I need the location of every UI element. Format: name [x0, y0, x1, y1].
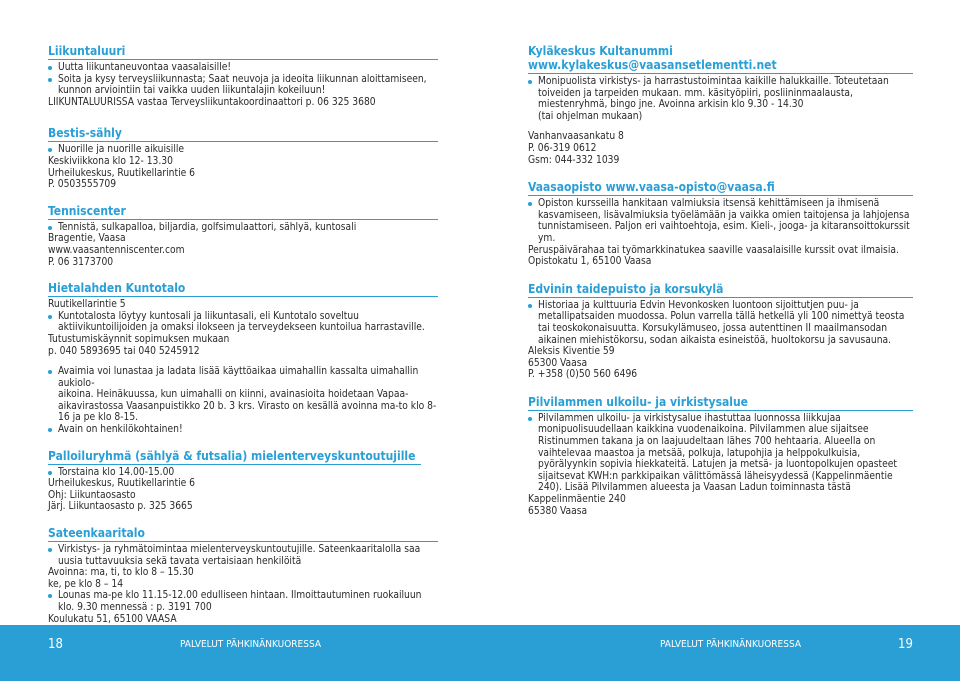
section-title: Kyläkeskus Kultanummi www.kylakeskus@vaasansetlementti.net	[528, 44, 913, 74]
bullet-item: Uutta liikuntaneuvontaa vaasalaisille!	[48, 62, 438, 74]
section-title: Pilvilammen ulkoilu- ja virkistysalue	[528, 395, 913, 411]
page-number-right: 19	[898, 637, 913, 652]
bullet-item: Avaimia voi lunastaa ja ladata lisää käyttöaikaa uimahallin kassalta uimahallin aukiolo- aikoina. Heinäkuussa, kun uimahalli on kiinni, avainasioita hoidetaan Vapaa-aikavirastossa Vaasanpuistikko 20 b. 3 krs. Virasto on kesällä avoinna ma-to klo 8-16 ja pe klo 8-15.	[48, 366, 438, 424]
section-liikuntaluuri	[48, 44, 438, 108]
section-bestis	[48, 126, 438, 190]
bullet-item: Virkistys- ja ryhmätoimintaa mielenterveyskuntoutujille. Sateenkaaritalolla saa uusia tuttavuuksia sekä tavata vertaisiaan henkilöitä	[48, 544, 438, 567]
section-title: Vaasaopisto www.vaasa-opisto@vaasa.fi	[528, 180, 913, 196]
section-title: Edvinin taidepuisto ja korsukylä	[528, 282, 913, 298]
paragraph: LIIKUNTALUURISSA vastaa Terveysliikuntakoordinaattori p. 06 325 3680	[48, 96, 376, 108]
paragraph: Ruutikellarintie 5	[48, 299, 126, 311]
section-title: Bestis-sähly	[48, 126, 438, 142]
bullet-item: Soita ja kysy terveysliikunnasta; Saat neuvoja ja ideoita liikunnan aloittamiseen, kunnon arviointiin tai vaikka uuden liikuntalajin kokeiluun!	[48, 74, 438, 97]
bullet-item: Torstaina klo 14.00-15.00	[48, 467, 438, 479]
section-pilvilampi	[528, 395, 913, 517]
section-title: Liikuntaluuri	[48, 44, 438, 60]
paragraph: Aleksis Kiventie 59 65300 Vaasa P. +358 (0)50 560 6496	[528, 346, 638, 381]
bullet-item: Lounas ma-pe klo 11.15-12.00 edulliseen hintaan. Ilmoittautuminen ruokailuun klo. 9.30 mennessä : p. 3191 700	[48, 590, 438, 613]
paragraph: Koulukatu 51, 65100 VAASA	[48, 613, 177, 625]
section-title: Tenniscenter	[48, 204, 438, 220]
bullet-item: Nuorille ja nuorille aikuisille	[48, 144, 438, 156]
paragraph: Vanhanvaasankatu 8 P. 06-319 0612 Gsm: 044-332 1039	[528, 131, 624, 166]
section-sateenkaaritalo	[48, 526, 438, 625]
section-hietalahti	[48, 281, 438, 436]
section-tennis	[48, 204, 438, 268]
bullet-item: Historiaa ja kulttuuria Edvin Hevonkosken luontoon sijoittutjen puu- ja metallipatsaiden muodossa. Polun varrella tällä hetkellä yli 100 nimettyä teosta tai teoskokonaisuutta. Korsukylämuseo, jossa autenttinen II maailmansodan aikainen miehistökorsu, sodan aikaista esineistöä, huoltokorsu ja savusauna.	[528, 300, 913, 346]
section-palloilu	[48, 449, 438, 513]
paragraph: Tutustumiskäynnit sopimuksen mukaan p. 040 5893695 tai 040 5245912	[48, 333, 230, 357]
page-number-left: 18	[48, 637, 63, 652]
paragraph: Urheilukeskus, Ruutikellarintie 6 Ohj: Liikuntaosasto Järj. Liikuntaosasto p. 325 3665	[48, 478, 196, 513]
paragraph: Avoinna: ma, ti, to klo 8 – 15.30 ke, pe klo 8 – 14	[48, 567, 194, 590]
bullet-item: Opiston kursseilla hankitaan valmiuksia itsensä kehittämiseen ja ihmisenä kasvamiseen, lisävalmiuksia työelämään ja vaikka omien taitojensa ja lahjojensa tunnistamiseen. Paljon eri vaihtoehtoja, esim. Kieli-, jooga- ja kitaransoittokurssit ym.	[528, 198, 913, 244]
section-vaasaopisto	[528, 180, 913, 268]
footer-label-right: PALVELUT PÄHKINÄNKUORESSA	[660, 639, 801, 650]
left-column	[48, 44, 438, 638]
bullet-item: Kuntotalosta löytyy kuntosali ja liikuntasali, eli Kuntotalo soveltuu aktiivikuntoilijoiden ja omaksi ilokseen ja terveydekseen kuntoilua harrastaville.	[48, 311, 438, 334]
section-kylakeskus	[528, 44, 913, 166]
paragraph: Bragentie, Vaasa www.vaasantenniscenter.com P. 06 3173700	[48, 233, 185, 268]
bullet-item: Monipuolista virkistys- ja harrastustoimintaa kaikille halukkaille. Toteutetaan toiveiden ja tarpeiden mukaan. mm. käsityöpiiri, posliininmaalausta, miestenryhmä, bingo jne. Avoinna arkisin klo 9.30 - 14.30 (tai ohjelman mukaan)	[528, 76, 913, 122]
footer-label-left: PALVELUT PÄHKINÄNKUORESSA	[180, 639, 321, 650]
paragraph: Kappelinmäentie 240 65380 Vaasa	[528, 494, 626, 517]
bullet-item: Tennistä, sulkapalloa, biljardia, golfsimulaattori, sählyä, kuntosali	[48, 222, 438, 234]
bullet-item: Pilvilammen ulkoilu- ja virkistysalue ihastuttaa luonnossa liikkujaa monipuolisuudellaan kaikkina vuodenaikoina. Pilvilammen alue sijaitsee Ristinummen takana ja on laajuudeltaan lähes 700 hehtaaria. Alueella on vaihtelevaa maastoa ja metsää, polkuja, latupohjia ja helppokulkuisia, pyörälyynkin sopivia hiekkateitä. Latujen ja metsä- ja luontopolkujen opasteet sijaitsevat KWH:n parkkipaikan välittömässä läheisyydessä (Kappelinmäentie 240). Lisää Pilvilammen alueesta ja Vaasan Ladun toiminnasta tästä	[528, 413, 913, 494]
section-title: Palloiluryhmä (sählyä & futsalia) mielenterveyskuntoutujille	[48, 449, 421, 465]
section-title: Hietalahden Kuntotalo	[48, 281, 438, 297]
paragraph: Peruspäivärahaa tai työmarkkinatukea saaville vaasalaisille kurssit ovat ilmaisia. Opistokatu 1, 65100 Vaasa	[528, 244, 899, 268]
right-column	[528, 44, 913, 530]
section-edvin	[528, 282, 913, 381]
paragraph: Keskiviikkona klo 12- 13.30 Urheilukeskus, Ruutikellarintie 6 P. 0503555709	[48, 155, 196, 191]
section-title: Sateenkaaritalo	[48, 526, 438, 542]
bullet-item: Avain on henkilökohtainen!	[48, 424, 438, 436]
footer-bar	[0, 625, 960, 681]
